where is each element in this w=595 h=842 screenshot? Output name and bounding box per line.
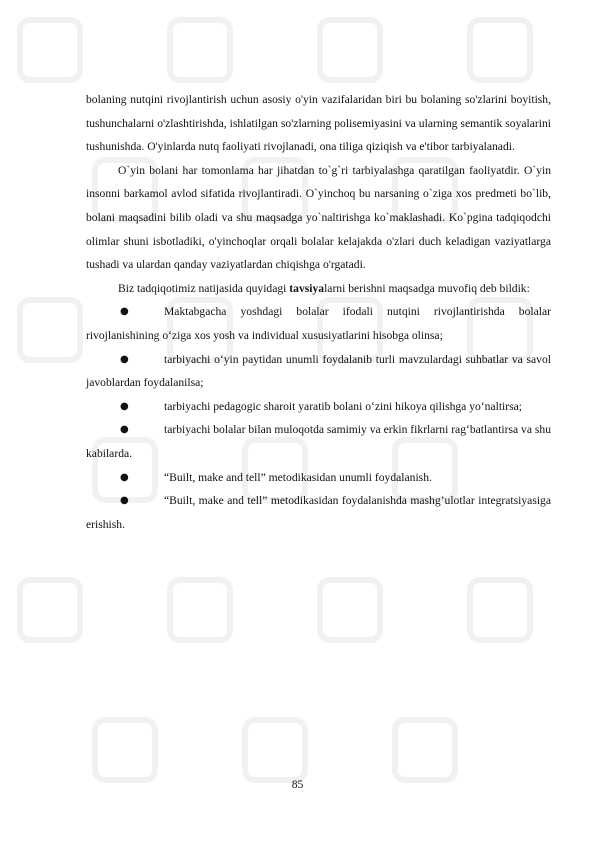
list-item-text: Maktabgacha yoshdagi bolalar ifodali nutqini rivojlantirishda bolalar rivojlanishining o‘ziga xos yosh va individual xususiyatlarini hisobga olinsa; (86, 305, 551, 342)
list-item (86, 418, 551, 465)
page-number: 85 (291, 778, 304, 791)
paragraph-recommendations-intro (86, 277, 551, 301)
list-item-text: tarbiyachi bolalar bilan muloqotda samimiy va erkin fikrlarni rag‘batlantirsa va shu kabilarda. (86, 423, 551, 460)
bullet-icon: ● (120, 306, 129, 318)
list-item-text: tarbiyachi o‘yin paytidan unumli foydalanib turli mavzulardagi suhbatlar va savol javoblardan foydalanilsa; (86, 352, 551, 390)
list-item-text: tarbiyachi pedagogic sharoit yaratib bolani o‘zini hikoya qilishga yo‘naltirsa; (164, 399, 523, 413)
document-body (86, 88, 551, 536)
bullet-icon: ● (120, 424, 129, 436)
bullet-icon: ● (120, 471, 129, 483)
list-item (86, 466, 551, 490)
list-item-text: “Built, make and tell” metodikasidan foydalanishda mashg’ulotlar integratsiyasiga erishish. (86, 494, 551, 531)
paragraph-continuation: bolaning nutqini rivojlantirish uchun asosiy o'yin vazifalaridan biri bu bolaning so'zlarini boyitish, tushunchalarni o'zlashtirishda, ishlatilgan so'zlarning polisemiyasini va ularning semantik soyalarini tushunishda. O'yinlarda nutq faoliyati rivojlanadi, ona tiliga qiziqish va e'tibor tarbiyalanadi. (86, 93, 551, 154)
list-item (86, 489, 551, 536)
recommendations-intro-tail: larni berishni maqsadga muvofiq deb bildik: (324, 281, 530, 295)
recommendations-bold-word: tavsiya (289, 281, 325, 295)
bullet-icon: ● (120, 400, 129, 412)
bullet-icon: ● (120, 353, 129, 365)
recommendations-intro-text: Biz tadqiqotimiz natijasida quyidagi (118, 281, 290, 295)
list-item (86, 395, 551, 419)
list-item-text: “Built, make and tell” metodikasidan unumli foydalanish. (164, 470, 432, 484)
list-item (86, 300, 551, 347)
list-item (86, 348, 551, 395)
paragraph-play-importance: O`yin bolani har tomonlama har jihatdan to`g`ri tarbiyalashga qaratilgan faoliyatdir. O`yin insonni barkamol avlod sifatida rivojlantiradi. O`yinchoq bu narsaning o`ziga xos predmeti bo`lib, bolani maqsadini bilib oladi va shu maqsadga yo`naltirishga ko`maklashadi. Ko`pgina tadqiqodchi olimlar shuni isbotladiki, o'yinchoqlar orqali bolalar kelajakda o'zlari duch keladigan vaziyatlarga tushadi va ulardan qanday vaziyatlardan chiqishga o'rgatadi. (86, 163, 551, 272)
bullet-icon: ● (120, 495, 129, 507)
